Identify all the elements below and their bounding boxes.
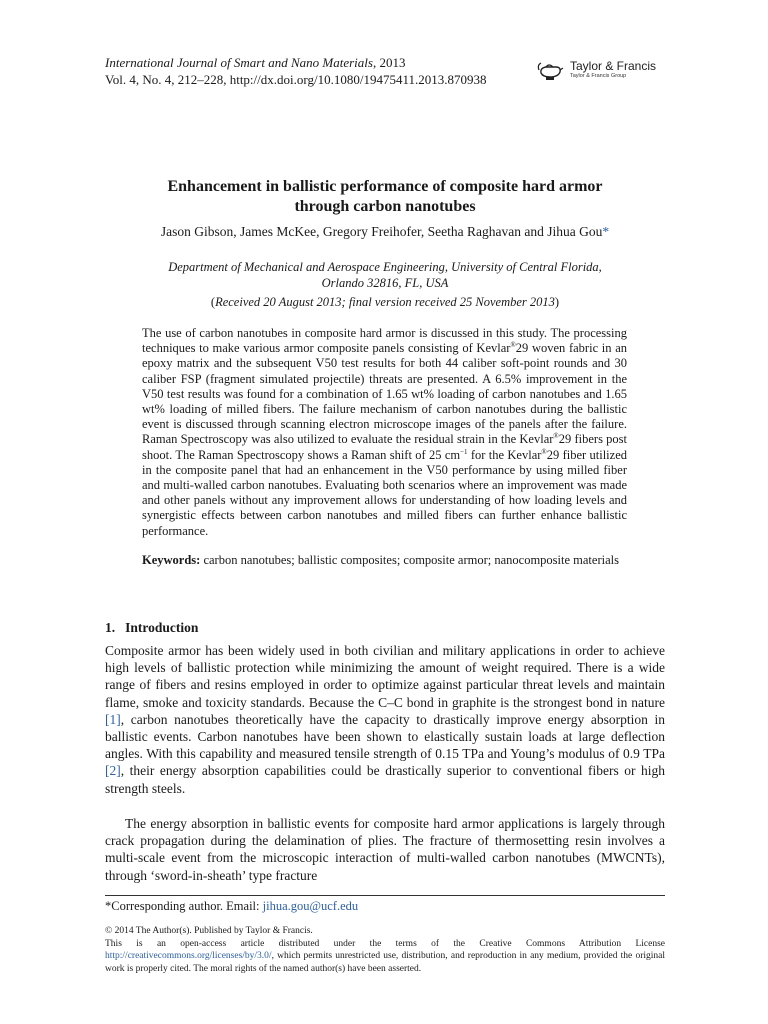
journal-name: International Journal of Smart and Nano Materials xyxy=(105,55,373,70)
copyright-line: © 2014 The Author(s). Published by Taylor & Francis. xyxy=(105,926,313,936)
abstract-part-3: 29 fibers post shoot. The Raman Spectroscopy shows a Raman shift of 25 cm xyxy=(142,432,627,462)
article-title xyxy=(105,177,665,217)
unit-exponent: −1 xyxy=(460,447,468,456)
section-heading xyxy=(105,620,198,636)
abstract-part-1: The use of carbon nanotubes in composite hard armor is discussed in this study. The processing techniques to make various armor composite panels consisting of Kevlar xyxy=(142,326,627,356)
license-text-a: This is an open-access article distributed under the terms of the Creative Commons Attribution License xyxy=(105,938,665,949)
intro-paragraph-2: The energy absorption in ballistic events for composite hard armor applications is largely through crack propagation during the delamination of plies. The fracture of thermosetting resin involves a multi-scale event from the microscopic interaction of multi-walled carbon nanotubes (MWCNTs), through ‘sword-in-sheath’ type fracture xyxy=(105,816,665,883)
author-names: Jason Gibson, James McKee, Gregory Freihofer, Seetha Raghavan and Jihua Gou xyxy=(160,224,603,239)
license-text-b: , which permits unrestricted use, distribution, and reproduction in any medium, provided the original work is properly cited. The moral rights of the named author(s) have been asserted. xyxy=(105,951,665,974)
registered-mark: ® xyxy=(510,341,516,350)
license-notice xyxy=(105,925,665,975)
citation-link[interactable]: [1] xyxy=(105,711,121,727)
abstract-part-2: 29 woven fabric in an epoxy matrix and the subsequent V50 test results for both 44 caliber soft-point rounds and 30 caliber FSP (fragment simulated projectile) threats are presented. A 6.5% improvement in the V50 test results was found for a combination of 1.65 wt% loading of carbon nanotubes and 1.65 wt% loading of milled fibers. The failure mechanism of carbon nanotubes during the ballistic event is discussed through scanning electron microscope images of the panels after the failure. Raman Spectroscopy was also utilized to evaluate the residual strain in the Kevlar xyxy=(142,341,627,447)
publisher-logo xyxy=(536,56,676,84)
oil-lamp-icon xyxy=(536,57,564,83)
keywords-text: carbon nanotubes; ballistic composites; composite armor; nanocomposite materials xyxy=(200,553,619,567)
keywords-label: Keywords: xyxy=(142,553,201,567)
received-open-paren: ( xyxy=(210,295,216,309)
received-close-paren: ) xyxy=(554,295,560,309)
publisher-name: Taylor & Francis xyxy=(570,59,657,74)
para1-text-a: Composite armor has been widely used in both civilian and military applications in order to achieve high levels of ballistic protection while minimizing the amount of weight required. There is a wide range of fibers and resins employed in order to optimize against particular threat levels and maintain flame, smoke and toxicity standards. Because the C–C bond in graphite is the strongest bond in nature xyxy=(105,643,665,710)
registered-mark: ® xyxy=(553,432,559,441)
section-title: Introduction xyxy=(125,620,199,635)
footnote-label: *Corresponding author. Email: xyxy=(105,899,263,913)
section-number: 1. xyxy=(105,620,116,635)
registered-mark: ® xyxy=(541,447,547,456)
affiliation-line-1: Department of Mechanical and Aerospace Engineering, University of Central Florida, xyxy=(168,260,602,274)
publisher-sub: Taylor & Francis Group xyxy=(570,73,627,80)
journal-year: , 2013 xyxy=(372,55,406,70)
author-list xyxy=(105,224,665,240)
journal-header xyxy=(105,54,486,88)
email-link[interactable]: jihua.gou@ucf.edu xyxy=(262,899,359,913)
license-link[interactable]: http://creativecommons.org/licenses/by/3.0/ xyxy=(105,951,272,961)
affiliation xyxy=(130,259,640,291)
volume-doi-line: Vol. 4, No. 4, 212–228, http://dx.doi.org/10.1080/19475411.2013.870938 xyxy=(105,72,487,87)
para1-text-c: , their energy absorption capabilities could be drastically superior to conventional fibers or high strength steels. xyxy=(105,763,665,796)
title-line-2: through carbon nanotubes xyxy=(294,198,476,215)
footnote-divider xyxy=(105,895,665,896)
title-line-1: Enhancement in ballistic performance of composite hard armor xyxy=(167,178,603,195)
citation-link[interactable]: [2] xyxy=(105,763,121,779)
intro-paragraph-1 xyxy=(105,642,665,797)
keywords xyxy=(142,553,627,568)
para1-text-b: , carbon nanotubes theoretically have the capacity to drastically improve energy absorption in ballistic events. Carbon nanotubes have been shown to elastically sustain loads at large deflection angles. With this capability and measured tensile strength of 0.15 TPa and Young’s modulus of 0.9 TPa xyxy=(105,711,665,762)
affiliation-line-2: Orlando 32816, FL, USA xyxy=(321,276,449,290)
corresponding-author-footnote xyxy=(105,899,358,914)
received-dates xyxy=(130,295,640,310)
abstract-part-4: for the Kevlar xyxy=(467,447,542,462)
corresponding-author-mark[interactable]: * xyxy=(602,224,610,239)
abstract-part-5: 29 fiber utilized in the composite panel that had an enhancement in the V50 performance by using milled fiber and multi-walled carbon nanotubes. Evaluating both scenarios where an improvement was made and other panels without any improvement allows for understanding of how loading levels and synergistic effects between carbon nanotubes and milled fibers can further enhance ballistic performance. xyxy=(142,447,627,538)
received-text: Received 20 August 2013; final version received 25 November 2013 xyxy=(215,295,555,309)
abstract xyxy=(142,326,627,539)
